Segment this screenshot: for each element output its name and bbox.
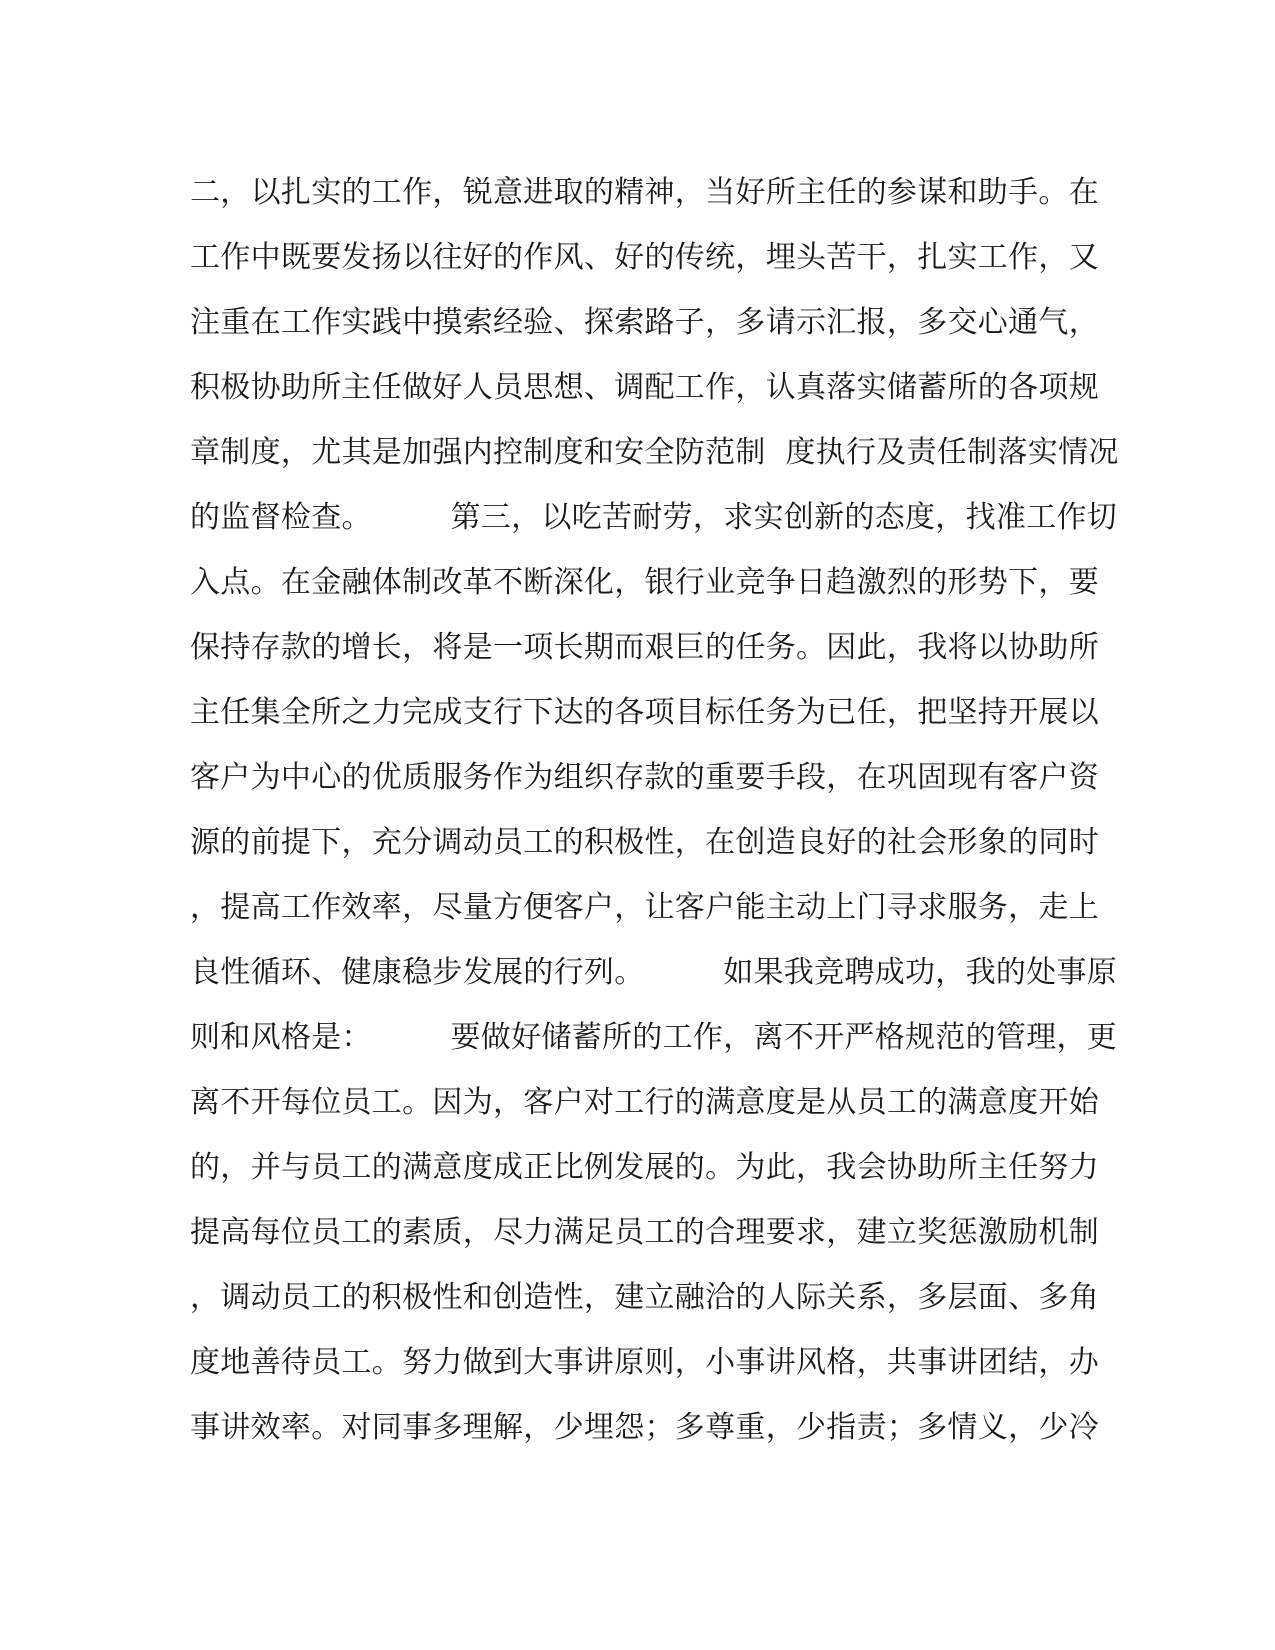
text-line: 工作中既要发扬以往好的作风、好的传统，埋头苦干，扎实工作，又 [190,240,1099,275]
body-text [190,160,1119,1460]
text-line: 章制度，尤其是加强内控制度和安全防范制 度执行及责任制落实情况 [190,435,1119,470]
text-line: 事讲效率。对同事多理解，少埋怨；多尊重，少指责；多情义，少冷 [190,1410,1099,1445]
text-line: 主任集全所之力完成支行下达的各项目标任务为已任，把坚持开展以 [190,695,1099,730]
text-line: ，提高工作效率，尽量方便客户，让客户能主动上门寻求服务，走上 [190,890,1099,925]
text-line: 源的前提下，充分调动员工的积极性，在创造良好的社会形象的同时 [190,825,1099,860]
text-line: ，调动员工的积极性和创造性，建立融洽的人际关系，多层面、多角 [190,1280,1099,1315]
text-line: 离不开每位员工。因为，客户对工行的满意度是从员工的满意度开始 [190,1085,1099,1120]
text-line: 度地善待员工。努力做到大事讲原则，小事讲风格，共事讲团结，办 [190,1345,1099,1380]
text-line: 提高每位员工的素质，尽力满足员工的合理要求，建立奖惩激励机制 [190,1215,1099,1250]
text-line: 的，并与员工的满意度成正比例发展的。为此，我会协助所主任努力 [190,1150,1099,1185]
text-line: 良性循环、健康稳步发展的行列。 如果我竞聘成功，我的处事原 [190,955,1118,990]
text-line: 则和风格是： 要做好储蓄所的工作，离不开严格规范的管理，更 [190,1020,1118,1055]
text-line: 二，以扎实的工作，锐意进取的精神，当好所主任的参谋和助手。在 [190,175,1099,210]
text-line: 客户为中心的优质服务作为组织存款的重要手段，在巩固现有客户资 [190,760,1099,795]
text-line: 入点。在金融体制改革不断深化，银行业竞争日趋激烈的形势下，要 [190,565,1099,600]
text-line: 的监督检查。 第三，以吃苦耐劳，求实创新的态度，找准工作切 [190,500,1118,535]
text-line: 保持存款的增长，将是一项长期而艰巨的任务。因此，我将以协助所 [190,630,1099,665]
text-line: 注重在工作实践中摸索经验、探索路子，多请示汇报，多交心通气， [190,305,1099,340]
text-line: 积极协助所主任做好人员思想、调配工作，认真落实储蓄所的各项规 [190,370,1099,405]
